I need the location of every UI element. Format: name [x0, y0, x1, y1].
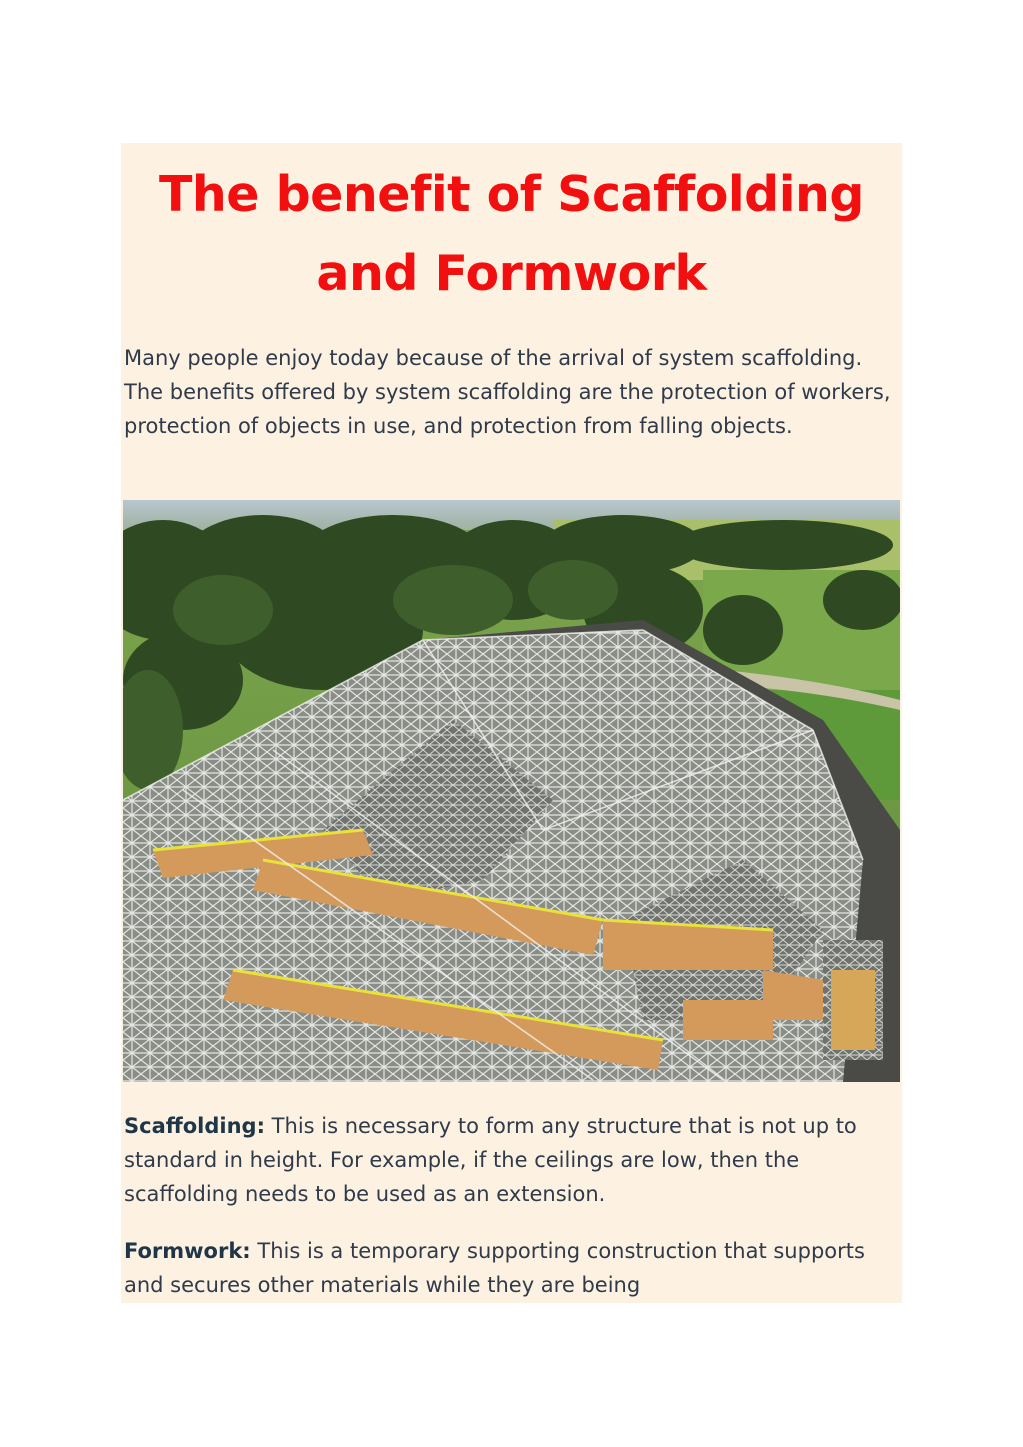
formwork-text: This is a temporary supporting construction that supports and secures other materials while they are being — [124, 1239, 865, 1297]
formwork-term: Formwork: — [124, 1239, 251, 1263]
scaffolding-photo — [123, 500, 900, 1082]
page-title: The benefit of Scaffolding and Formwork — [159, 166, 864, 302]
scaffolding-paragraph — [124, 1109, 894, 1211]
scaffolding-aerial-photo-icon — [123, 500, 900, 1082]
formwork-paragraph — [124, 1234, 894, 1302]
document-card — [121, 143, 902, 1303]
intro-paragraph: Many people enjoy today because of the arrival of system scaffolding. The benefits offered by system scaffolding are the protection of workers, protection of objects in use, and protection from falling objects. — [124, 346, 891, 438]
scaffolding-text: This is necessary to form any structure that is not up to standard in height. For example, if the ceilings are low, then the scaffolding needs to be used as an extension. — [124, 1114, 857, 1206]
scaffolding-term: Scaffolding: — [124, 1114, 265, 1138]
